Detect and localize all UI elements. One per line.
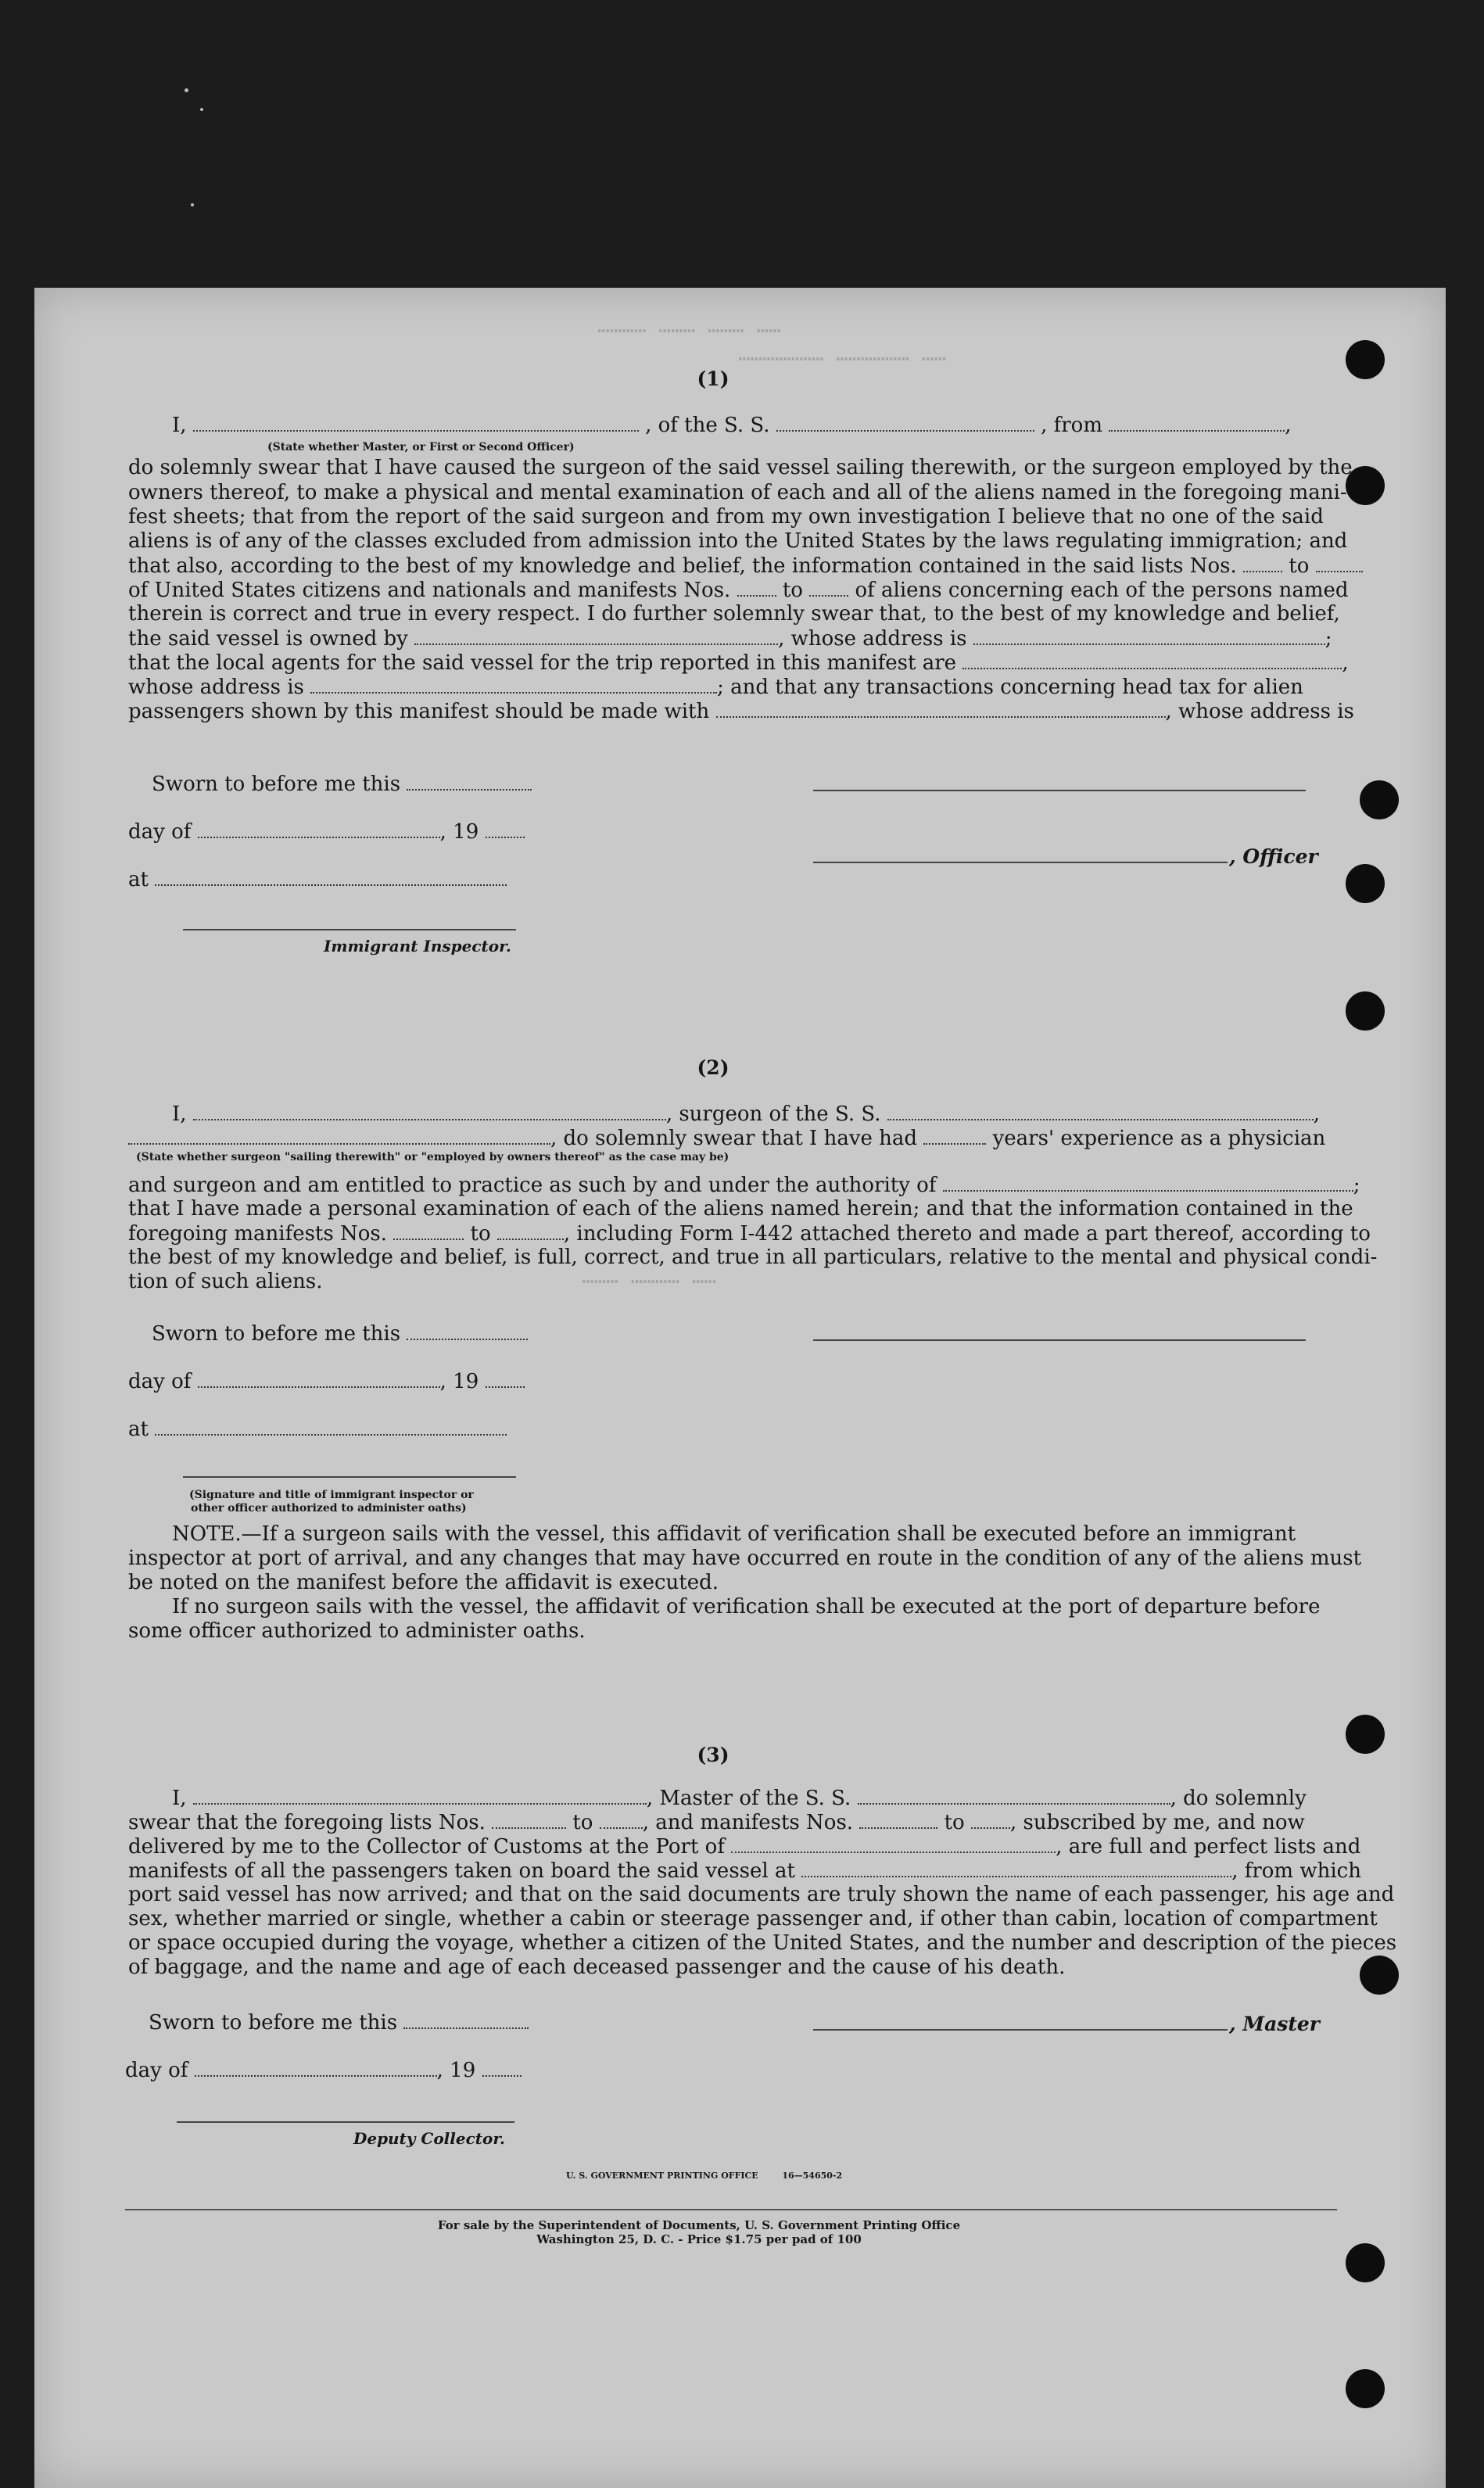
binder-hole xyxy=(1346,864,1385,903)
s2-line1: I, , surgeon of the S. S. , xyxy=(172,1102,1321,1126)
s1-line7: of United States citizens and nationals and manifests Nos. to of aliens concerning each of the persons named xyxy=(128,579,1349,602)
binder-hole xyxy=(1346,2369,1385,2408)
section-3-number: (3) xyxy=(697,1744,729,1766)
collector-signature-line xyxy=(177,2121,514,2123)
s2-line6: the best of my knowledge and belief, is full, correct, and true in all particulars, relative to the mental and physical condi- xyxy=(128,1246,1378,1269)
sale-note-2: Washington 25, D. C. - Price $1.75 per pad of 100 xyxy=(536,2232,862,2246)
bleed-through-text: ……… ………… …… xyxy=(582,1265,717,1289)
s3-line5: port said vessel has now arrived; and that on the said documents are truly shown the name of each passenger, his age and xyxy=(128,1883,1395,1906)
s2-sworn: Sworn to before me this xyxy=(152,1321,528,1346)
inspector-label: Immigrant Inspector. xyxy=(324,937,511,955)
binder-hole xyxy=(1360,1956,1399,1995)
s2-line7: tion of such aliens. xyxy=(128,1270,323,1293)
s3-line4: manifests of all the passengers taken on board the said vessel at , from which xyxy=(128,1859,1361,1883)
note-line-1: NOTE.—If a surgeon sails with the vessel, this affidavit of verification shall be executed before an immigrant xyxy=(172,1522,1296,1546)
binder-hole xyxy=(1346,2243,1385,2282)
s1-at: at xyxy=(128,867,507,891)
s3-line2: swear that the foregoing lists Nos. to , and manifests Nos. to , subscribed by me, and now xyxy=(128,1811,1305,1834)
note-line-3: be noted on the manifest before the affidavit is executed. xyxy=(128,1571,719,1594)
s3-line6: sex, whether married or single, whether a cabin or steerage passenger and, if other than cabin, location of compartment xyxy=(128,1907,1378,1931)
s1-sworn: Sworn to before me this xyxy=(152,772,532,796)
s3-sworn: Sworn to before me this xyxy=(149,2010,529,2034)
s2-line3: and surgeon and am entitled to practice as such by and under the authority of ; xyxy=(128,1174,1360,1197)
background-speck xyxy=(191,203,194,206)
binder-hole xyxy=(1346,340,1385,379)
section-1-number: (1) xyxy=(697,367,729,390)
s3-line7: or space occupied during the voyage, whether a citizen of the United States, and the number and description of the pieces xyxy=(128,1931,1397,1955)
note-line-2: inspector at port of arrival, and any changes that may have occurred en route in the condition of any of the aliens must xyxy=(128,1547,1362,1570)
s3-day-of: day of , 19 xyxy=(125,2058,522,2082)
footer-rule xyxy=(125,2209,1337,2210)
officer-signature-line-2 xyxy=(813,862,1228,863)
binder-hole xyxy=(1360,780,1399,819)
officer-signature-line-1 xyxy=(813,790,1306,791)
s2-line2: , do solemnly swear that I have had years' experience as a physician xyxy=(128,1126,1325,1150)
note-line-4: If no surgeon sails with the vessel, the affidavit of verification shall be executed at the port of departure before xyxy=(172,1595,1321,1619)
binder-hole xyxy=(1346,1715,1385,1754)
s1-day-of: day of , 19 xyxy=(128,819,525,844)
note-line-5: some officer authorized to administer oaths. xyxy=(128,1619,586,1643)
s1-line12: passengers shown by this manifest should be made with , whose address is xyxy=(128,700,1354,723)
s1-line10: that the local agents for the said vessel for the trip reported in this manifest are , xyxy=(128,651,1349,675)
s1-line11: whose address is ; and that any transactions concerning head tax for alien xyxy=(128,676,1303,699)
bleed-through-text: ………………… ……………… …… xyxy=(738,342,947,366)
s1-line3: owners thereof, to make a physical and mental examination of each and all of the aliens named in the foregoing mani- xyxy=(128,481,1347,504)
s1-line8: therein is correct and true in every respect. I do further solemnly swear that, to the best of my knowledge and belief, xyxy=(128,602,1340,626)
sig-note-2: other officer authorized to administer oaths) xyxy=(191,1502,467,1515)
s3-line8: of baggage, and the name and age of each deceased passenger and the cause of his death. xyxy=(128,1956,1066,1979)
surgeon-type-hint: (State whether surgeon "sailing therewith" or "employed by owners thereof" as the case may be) xyxy=(136,1151,729,1163)
s2-line4: that I have made a personal examination of each of the aliens named herein; and that the information contained in the xyxy=(128,1197,1353,1221)
sig-note-1: (Signature and title of immigrant inspector or xyxy=(189,1489,474,1501)
document-page xyxy=(34,288,1446,2488)
binder-hole xyxy=(1346,991,1385,1031)
s3-line1: I, , Master of the S. S. , do solemnly xyxy=(172,1787,1307,1810)
s1-line5: aliens is of any of the classes excluded from admission into the United States by the laws regulating immigration; and xyxy=(128,529,1348,553)
s3-line3: delivered by me to the Collector of Customs at the Port of , are full and perfect lists and xyxy=(128,1835,1361,1859)
officer-title-hint: (State whether Master, or First or Second Officer) xyxy=(267,441,575,454)
section-2-number: (2) xyxy=(697,1056,729,1079)
gpo-imprint: U. S. GOVERNMENT PRINTING OFFICE 16—54650-2 xyxy=(566,2171,843,2181)
surgeon-signature-line xyxy=(813,1339,1306,1341)
background-speck xyxy=(185,88,188,92)
master-signature-line xyxy=(813,2029,1228,2031)
inspector-signature-line-2 xyxy=(183,1476,516,1478)
s1-line1: I, , of the S. S. , from , xyxy=(172,414,1292,437)
collector-label: Deputy Collector. xyxy=(353,2129,506,2148)
s2-line5: foregoing manifests Nos. to , including Form I-442 attached thereto and made a part thereof, according to xyxy=(128,1222,1371,1246)
sale-note-1: For sale by the Superintendent of Documents, U. S. Government Printing Office xyxy=(437,2218,961,2232)
s1-line6: that also, according to the best of my knowledge and belief, the information contained in the said lists Nos. to xyxy=(128,554,1363,578)
s2-at: at xyxy=(128,1417,507,1441)
s1-line9: the said vessel is owned by , whose address is ; xyxy=(128,627,1332,651)
s1-line2: do solemnly swear that I have caused the surgeon of the said vessel sailing therewith, or the surgeon employed by the xyxy=(128,456,1353,479)
s1-line4: fest sheets; that from the report of the said surgeon and from my own investigation I believe that no one of the said xyxy=(128,505,1324,529)
background-speck xyxy=(200,108,203,111)
master-label: , Master xyxy=(1229,2013,1320,2035)
inspector-signature-line xyxy=(183,929,516,930)
bleed-through-text: ………… ……… ……… …… xyxy=(597,314,781,338)
officer-label: , Officer xyxy=(1229,845,1318,868)
s2-day-of: day of , 19 xyxy=(128,1369,525,1393)
